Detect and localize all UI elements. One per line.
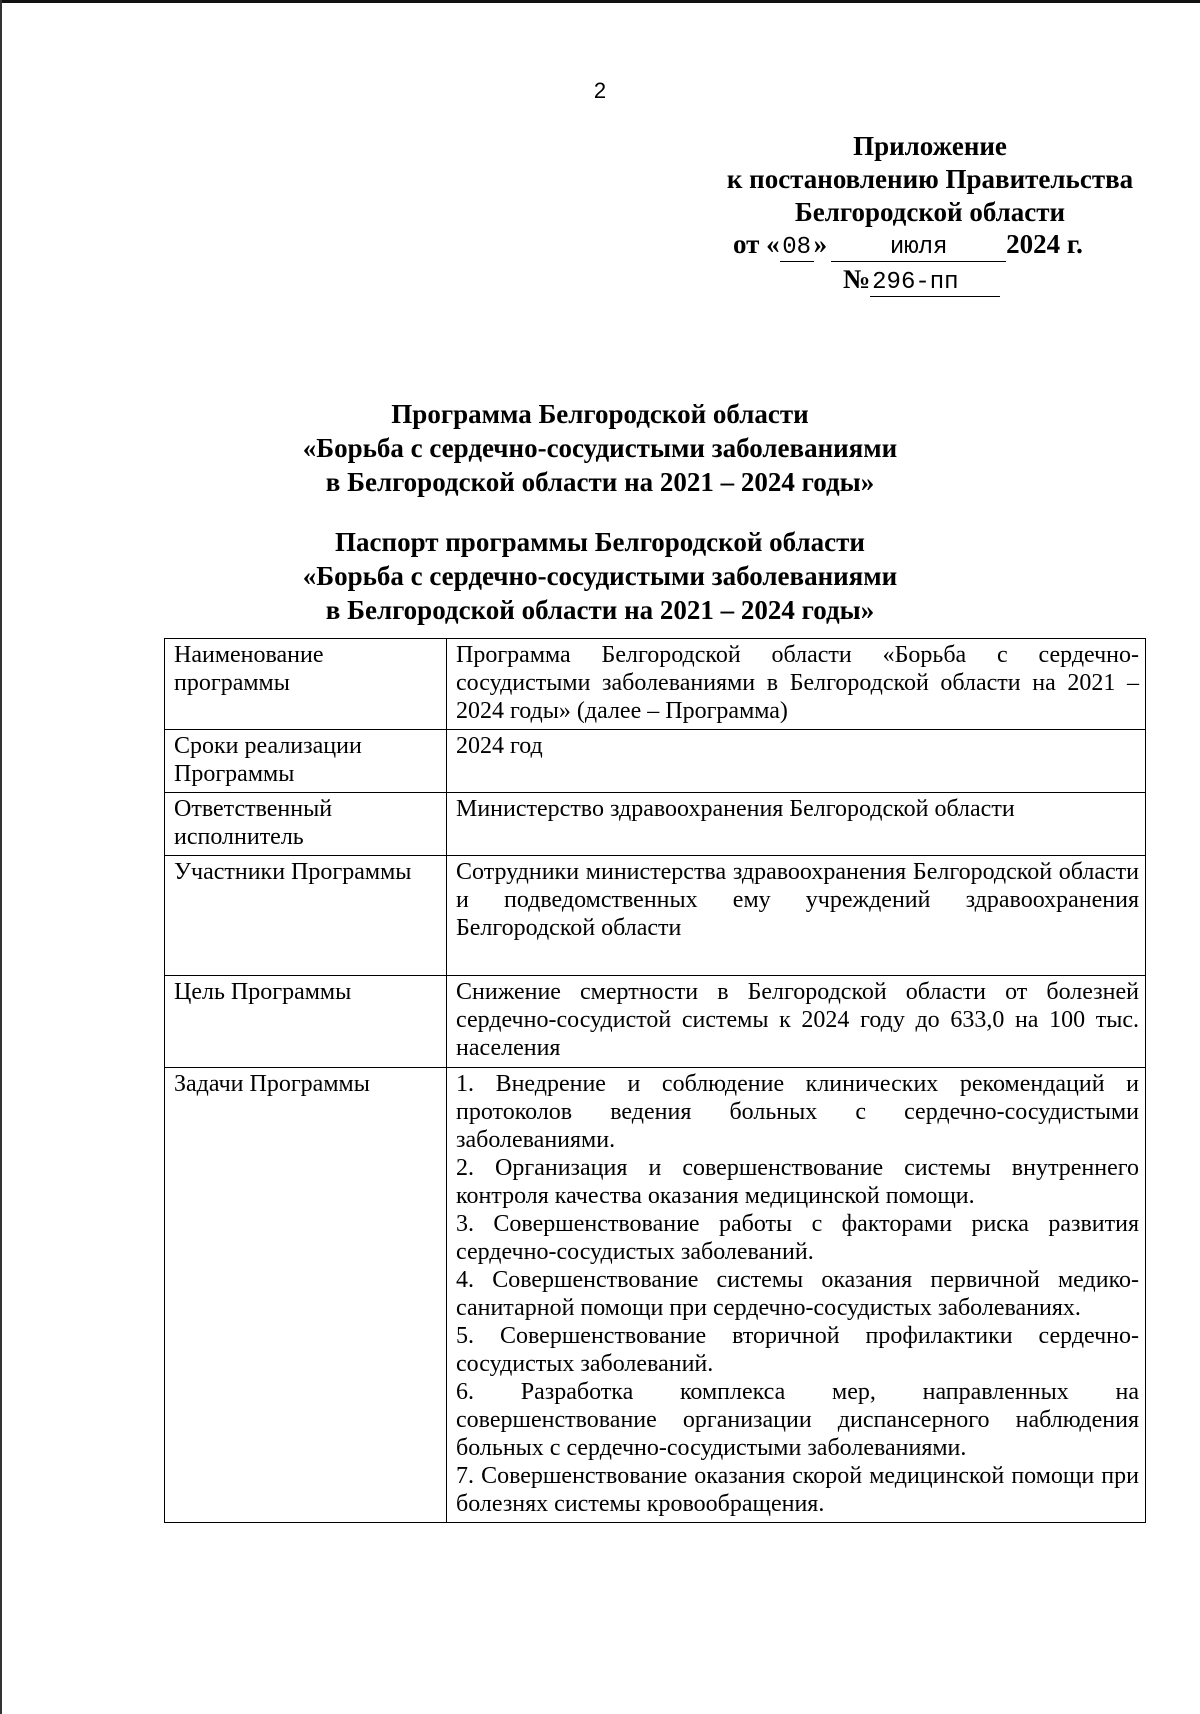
date-day: 08 [780,235,814,262]
passport-title-line-1: Паспорт программы Белгородской области [335,527,865,557]
table-row [165,639,1146,730]
task-item: 5. Совершенствование вторичной профилактики сердечно-сосудистых заболеваний. [456,1323,1139,1377]
table-row-tasks [165,1068,1146,1523]
scan-border-left [0,0,2,1714]
row-value: 2024 год [447,730,1146,793]
date-month: июля [831,235,1006,262]
tasks-list [447,1068,1146,1523]
task-item: 3. Совершенствование работы с факторами риска развития сердечно-сосудистых заболеваний. [456,1211,1139,1265]
passport-title [100,525,1100,627]
row-label: Участники Программы [165,856,447,976]
number-prefix: № [843,264,871,294]
appendix-line-3: Белгородской области [794,197,1066,227]
appendix-number [843,264,1000,297]
date-prefix: от « [733,229,780,259]
appendix-line-2: к постановлению Правительства [726,164,1134,194]
task-item: 6. Разработка комплекса мер, направленных на совершенствование организации диспансерного наблюдения больных с сердечно-сосудистыми заболеваниями. [456,1379,1139,1461]
row-label: Ответственный исполнитель [165,793,447,856]
table-row [165,856,1146,976]
row-label: Наименование программы [165,639,447,730]
program-title-line-2: «Борьба с сердечно-сосудистыми заболеваниями [302,433,898,463]
row-label: Задачи Программы [165,1068,447,1523]
row-label: Цель Программы [165,976,447,1068]
passport-title-line-3: в Белгородской области на 2021 – 2024 годы» [325,595,875,625]
appendix-header [700,130,1160,229]
program-title [100,397,1100,499]
row-value: Снижение смертности в Белгородской области от болезней сердечно-сосудистой системы к 2024 году до 633,0 на 100 тыс. населения [447,976,1146,1068]
scan-border-top [0,0,1200,3]
table-row [165,730,1146,793]
appendix-line-1: Приложение [853,131,1007,161]
task-item: 4. Совершенствование системы оказания первичной медико-санитарной помощи при сердечно-сосудистых заболеваниях. [456,1267,1139,1321]
row-value: Министерство здравоохранения Белгородской области [447,793,1146,856]
number-value: 296-пп [870,270,1000,297]
passport-table [164,638,1146,1523]
date-year: 2024 г. [1006,229,1083,259]
row-value: Программа Белгородской области «Борьба с сердечно-сосудистыми заболеваниями в Белгородской области на 2021 – 2024 годы» (далее – Программа) [447,639,1146,730]
task-item: 2. Организация и совершенствование системы внутреннего контроля качества оказания медицинской помощи. [456,1155,1139,1209]
table-row [165,976,1146,1068]
task-item: 1. Внедрение и соблюдение клинических рекомендаций и протоколов ведения больных с сердечно-сосудистыми заболеваниями. [456,1071,1139,1153]
appendix-date [733,229,1083,262]
date-close: » [813,229,828,259]
program-title-line-3: в Белгородской области на 2021 – 2024 годы» [325,467,875,497]
row-value: Сотрудники министерства здравоохранения Белгородской области и подведомственных ему учреждений здравоохранения Белгородской области [447,856,1146,976]
table-row [165,793,1146,856]
program-title-line-1: Программа Белгородской области [391,399,809,429]
row-label: Сроки реализации Программы [165,730,447,793]
passport-title-line-2: «Борьба с сердечно-сосудистыми заболеваниями [302,561,898,591]
page-number: 2 [593,78,607,103]
task-item: 7. Совершенствование оказания скорой медицинской помощи при болезнях системы кровообращения. [456,1463,1139,1517]
